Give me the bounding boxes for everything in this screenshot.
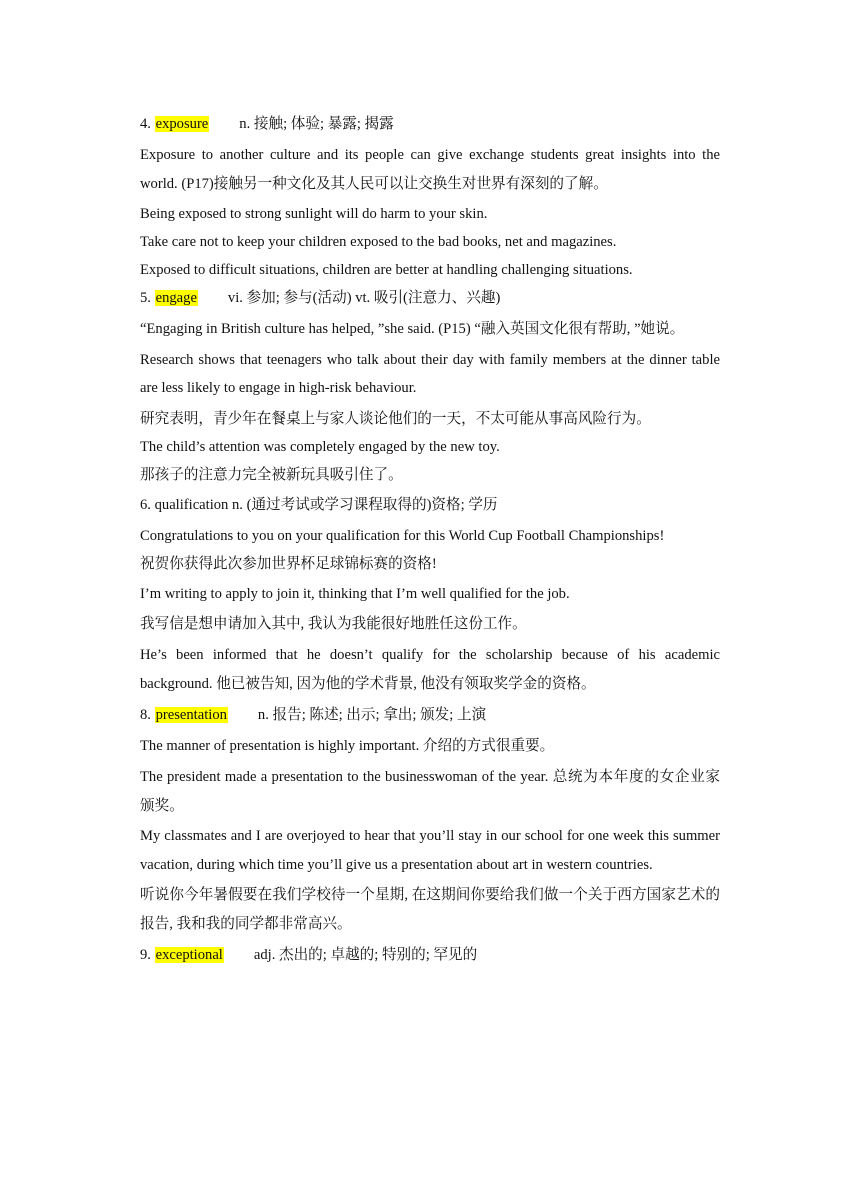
entry-heading-presentation bbox=[140, 701, 720, 729]
example-sentence: He’s been informed that he doesn’t qualify for the scholarship because of his academic background. 他已被告知, 因为他的学术背景, 他没有领取奖学金的资格。 bbox=[140, 647, 720, 692]
example-sentence: The president made a presentation to the businesswoman of the year. 总统为本年度的女企业家颁奖。 bbox=[140, 769, 720, 814]
entry-number: 4. bbox=[140, 116, 155, 132]
example-translation: 我写信是想申请加入其中, 我认为我能很好地胜任这份工作。 bbox=[140, 616, 527, 632]
entry-number: 9. bbox=[140, 947, 155, 963]
entry-number: 8. bbox=[140, 707, 155, 723]
example-sentence: My classmates and I are overjoyed to hear that you’ll stay in our school for one week this summer vacation, during which time you’ll give us a presentation about art in western countries. bbox=[140, 828, 720, 873]
example-sentence: Take care not to keep your children exposed to the bad books, net and magazines. bbox=[140, 234, 617, 250]
example-sentence: Exposure to another culture and its people can give exchange students great insights into the world. (P17)接触另一种文化及其人民可以让交换生对世界有深刻的了解。 bbox=[140, 147, 720, 192]
definition: n. 接触; 体验; 暴露; 揭露 bbox=[239, 116, 394, 132]
highlighted-word: exposure bbox=[155, 116, 209, 132]
example-sentence: The child’s attention was completely engaged by the new toy. bbox=[140, 438, 500, 455]
highlighted-word: presentation bbox=[155, 707, 227, 723]
entry-heading-exceptional bbox=[140, 941, 720, 969]
highlighted-word: engage bbox=[155, 290, 197, 306]
example-sentence: “Engaging in British culture has helped, ”she said. (P15) “融入英国文化很有帮助, ”她说。 bbox=[140, 321, 685, 337]
document-page bbox=[140, 110, 720, 969]
example-translation: 听说你今年暑假要在我们学校待一个星期, 在这期间你要给我们做一个关于西方国家艺术的报告, 我和我的同学都非常高兴。 bbox=[140, 887, 720, 932]
definition: adj. 杰出的; 卓越的; 特别的; 罕见的 bbox=[253, 947, 478, 963]
definition: vi. 参加; 参与(活动) vt. 吸引(注意力、兴趣) bbox=[227, 290, 501, 306]
example-sentence: I’m writing to apply to join it, thinking that I’m well qualified for the job. bbox=[140, 586, 570, 602]
entry-heading-qualification: 6. qualification n. (通过考试或学习课程取得的)资格; 学历 bbox=[140, 496, 498, 513]
example-sentence: Being exposed to strong sunlight will do harm to your skin. bbox=[140, 206, 488, 222]
example-sentence: The manner of presentation is highly important. 介绍的方式很重要。 bbox=[140, 738, 555, 754]
example-sentence: Exposed to difficult situations, children are better at handling challenging situations. bbox=[140, 262, 633, 278]
entry-heading-exposure bbox=[140, 110, 720, 138]
highlighted-word: exceptional bbox=[155, 947, 223, 963]
example-translation: 那孩子的注意力完全被新玩具吸引住了。 bbox=[140, 466, 403, 483]
entry-heading-engage bbox=[140, 284, 720, 312]
entry-number: 5. bbox=[140, 290, 155, 306]
definition: n. 报告; 陈述; 出示; 拿出; 颁发; 上演 bbox=[257, 707, 487, 723]
example-translation: 研究表明，青少年在餐桌上与家人谈论他们的一天，不太可能从事高风险行为。 bbox=[140, 410, 651, 427]
example-sentence: Congratulations to you on your qualification for this World Cup Football Championships! bbox=[140, 527, 665, 544]
example-translation: 祝贺你获得此次参加世界杯足球锦标赛的资格! bbox=[140, 556, 437, 572]
example-sentence: Research shows that teenagers who talk about their day with family members at the dinner table are less likely to engage in high-risk behaviour. bbox=[140, 351, 720, 396]
